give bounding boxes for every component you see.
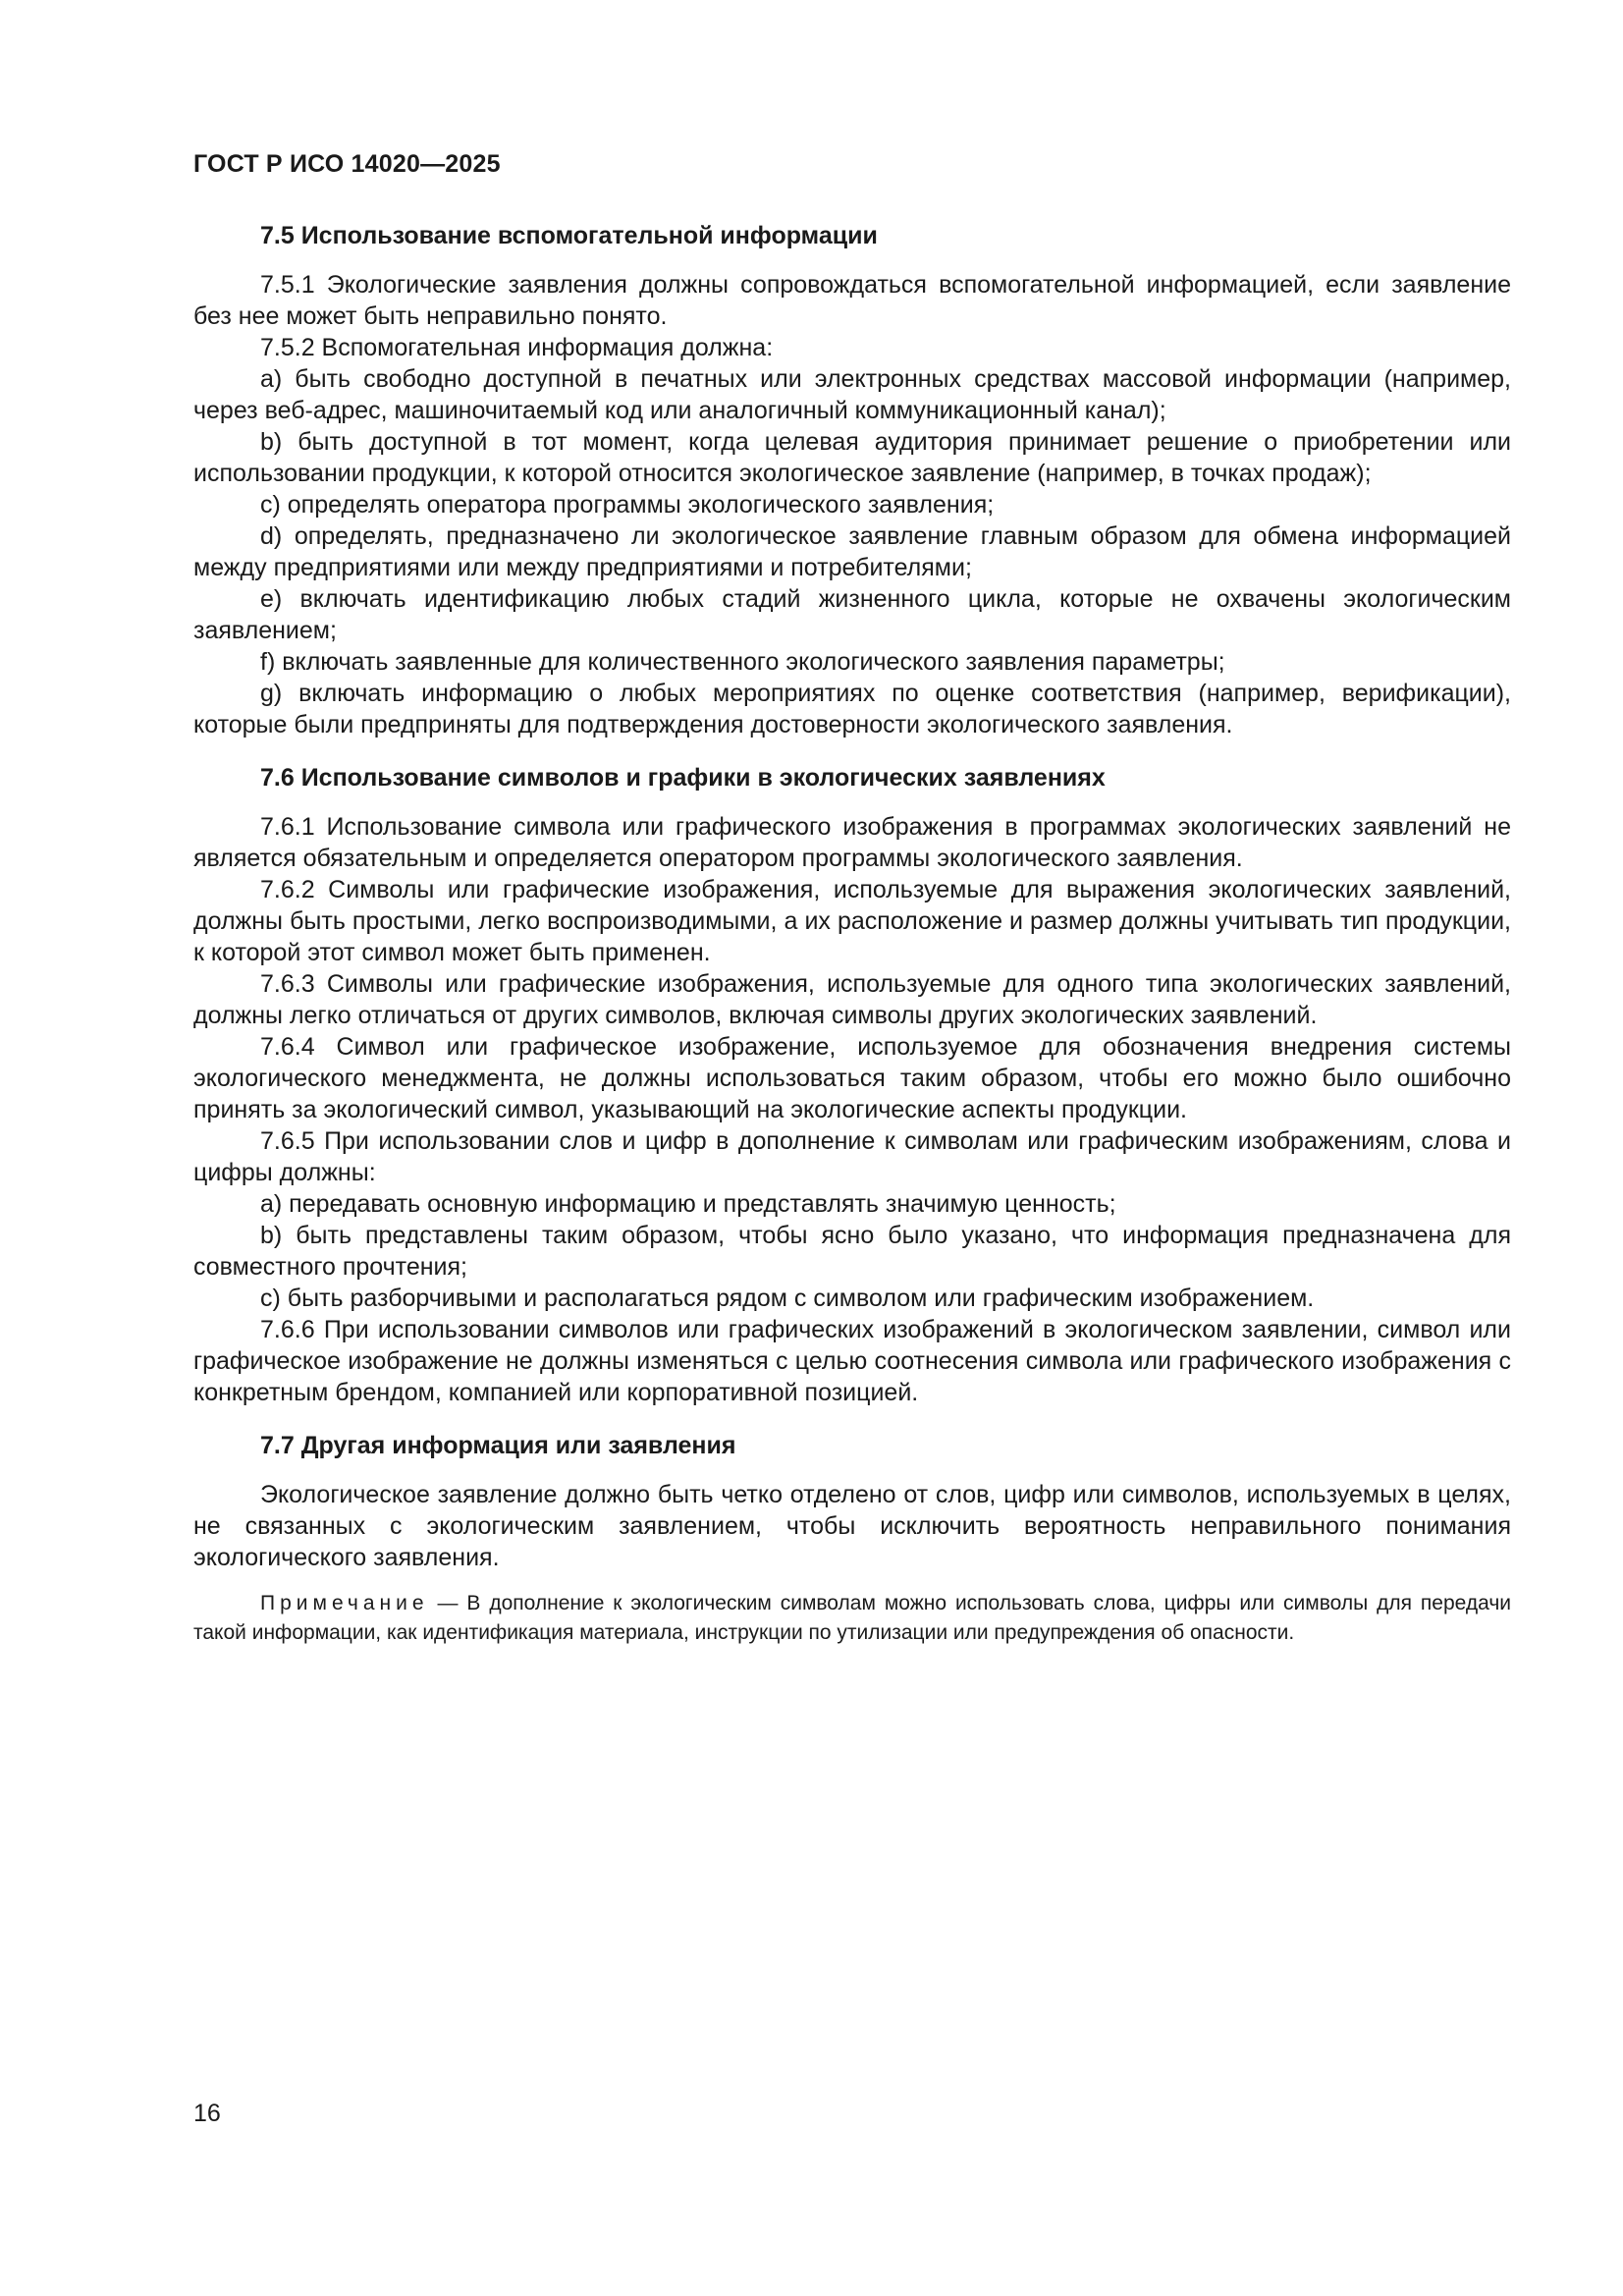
paragraph-7-6-6: 7.6.6 При использовании символов или графических изображений в экологическом заявлении, символ или графическое изображение не должны изменяться с целью соотнесения символа или графического изображения с конкретным брендом, компанией или корпоративной позицией. xyxy=(193,1316,1511,1406)
standard-designation: ГОСТ Р ИСО 14020—2025 xyxy=(193,150,501,178)
section-heading-7-6: 7.6 Использование символов и графики в экологических заявлениях xyxy=(260,764,1106,792)
paragraph-7-7: Экологическое заявление должно быть четко отделено от слов, цифр или символов, используемых в целях, не связанных с экологическим заявлением, чтобы исключить вероятность неправильного понимания экологического заявления. xyxy=(193,1481,1511,1571)
paragraph-7-5-1: 7.5.1 Экологические заявления должны сопровождаться вспомогательной информацией, если заявление без нее может быть неправильно понято. xyxy=(193,271,1511,330)
section-heading-7-5: 7.5 Использование вспомогательной информации xyxy=(260,222,878,249)
paragraph-7-6-3: 7.6.3 Символы или графические изображения, используемые для одного типа экологических заявлений, должны легко отличаться от других символов, включая символы других экологических заявлений. xyxy=(193,970,1511,1029)
list-item-b: b) быть представлены таким образом, чтобы ясно было указано, что информация предназначена для совместного прочтения; xyxy=(193,1222,1511,1281)
paragraph-7-6-1: 7.6.1 Использование символа или графического изображения в программах экологических заявлений не является обязательным и определяется оператором программы экологического заявления. xyxy=(193,813,1511,872)
list-item-b: b) быть доступной в тот момент, когда целевая аудитория принимает решение о приобретении или использовании продукции, к которой относится экологическое заявление (например, в точках продаж); xyxy=(193,428,1511,487)
list-item-d: d) определять, предназначено ли экологическое заявление главным образом для обмена информацией между предприятиями или между предприятиями и потребителями; xyxy=(193,522,1511,581)
paragraph-7-6-2: 7.6.2 Символы или графические изображения, используемые для выражения экологических заявлений, должны быть простыми, легко воспроизводимыми, а их расположение и размер должны учитывать тип продукции, к которой этот символ может быть применен. xyxy=(193,876,1511,966)
list-item-c: c) быть разборчивыми и располагаться рядом с символом или графическим изображением. xyxy=(260,1285,1315,1312)
list-item-g: g) включать информацию о любых мероприятиях по оценке соответствия (например, верификации), которые были предприняты для подтверждения достоверности экологического заявления. xyxy=(193,680,1511,738)
page-number: 16 xyxy=(193,2100,221,2127)
list-item-e: e) включать идентификацию любых стадий жизненного цикла, которые не охвачены экологическим заявлением; xyxy=(193,585,1511,644)
note xyxy=(193,1589,1511,1648)
list-item-f: f) включать заявленные для количественного экологического заявления параметры; xyxy=(260,648,1225,676)
paragraph-7-6-4: 7.6.4 Символ или графическое изображение, используемое для обозначения внедрения системы экологического менеджмента, не должны использоваться таким образом, чтобы его можно было ошибочно принять за экологический символ, указывающий на экологические аспекты продукции. xyxy=(193,1033,1511,1123)
note-text: — В дополнение к экологическим символам можно использовать слова, цифры или символы для передачи такой информации, как идентификация материала, инструкции по утилизации или предупреждения об опасности. xyxy=(193,1592,1511,1644)
section-heading-7-7: 7.7 Другая информация или заявления xyxy=(260,1432,736,1459)
paragraph-7-6-5: 7.6.5 При использовании слов и цифр в дополнение к символам или графическим изображениям, слова и цифры должны: xyxy=(193,1127,1511,1186)
note-label: Примечание xyxy=(260,1592,429,1614)
list-item-c: c) определять оператора программы экологического заявления; xyxy=(260,491,995,519)
paragraph-7-5-2: 7.5.2 Вспомогательная информация должна: xyxy=(260,334,774,361)
list-item-a: a) быть свободно доступной в печатных или электронных средствах массовой информации (например, через веб-адрес, машиночитаемый код или аналогичный коммуникационный канал); xyxy=(193,365,1511,424)
list-item-a: a) передавать основную информацию и представлять значимую ценность; xyxy=(260,1190,1116,1218)
page-body xyxy=(193,220,1511,1648)
